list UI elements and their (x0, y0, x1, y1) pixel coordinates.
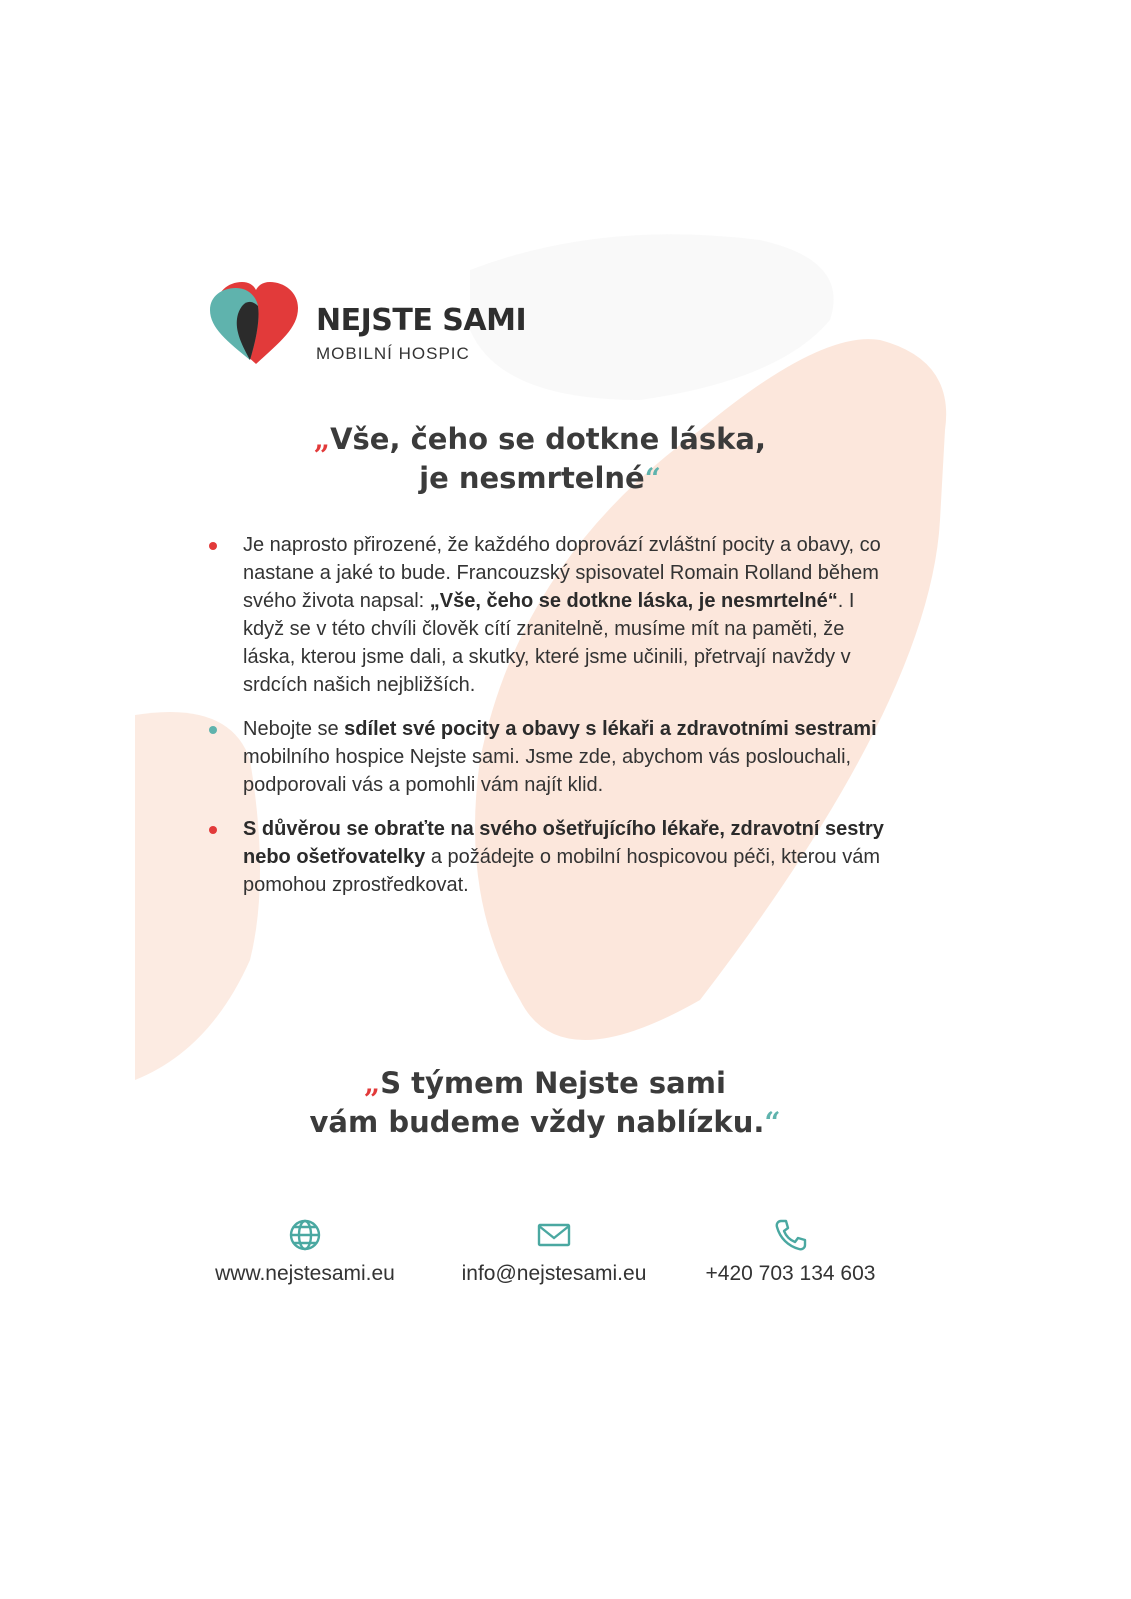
quote-close-mark: “ (644, 462, 661, 495)
bullet-dot-icon (209, 542, 217, 550)
contact-bar (0, 1218, 1131, 1298)
contact-email[interactable] (443, 1218, 665, 1286)
bullet-text: Nebojte se (243, 718, 345, 740)
quote-close-mark: “ (764, 1106, 781, 1139)
closing-quote-line2: vám budeme vždy nablízku. (309, 1105, 765, 1139)
bullet-text-bold: S důvěrou se obraťte na svého ošetřujícího lékaře, zdravotní sestry nebo ošetřovatelky (243, 818, 884, 868)
logo (210, 280, 526, 366)
heart-logo-icon (210, 280, 302, 366)
headline-quote-line2: je nesmrtelné (419, 461, 645, 495)
website-link[interactable]: www.nejstesami.eu (215, 1262, 395, 1285)
bullet-text: mobilního hospice Nejste sami. Jsme zde, abychom vás poslouchali, podporovali vás a pomohli vám najít klid. (243, 746, 852, 796)
bullet-dot-icon (209, 726, 217, 734)
email-link[interactable]: info@nejstesami.eu (461, 1262, 647, 1285)
closing-quote (290, 1064, 800, 1142)
headline-quote-line1: Vše, čeho se dotkne láska, (330, 422, 767, 456)
brand-subtitle: MOBILNÍ HOSPIC (316, 344, 470, 363)
headline-quote (300, 420, 780, 498)
bullet-text: Je naprosto přirozené, že každého doprovází zvláštní pocity a obavy, co nastane a jaké to bude. Francouzský spisovatel Romain Rolland během svého života napsal: (243, 534, 881, 612)
phone-number[interactable]: +420 703 134 603 (705, 1262, 876, 1285)
bullet-item (205, 815, 885, 899)
closing-quote-line1: S týmem Nejste sami (380, 1066, 726, 1100)
quote-open-mark: „ (364, 1067, 381, 1100)
bullet-item (205, 715, 885, 799)
contact-web[interactable] (195, 1218, 415, 1286)
contact-phone[interactable] (693, 1218, 888, 1286)
envelope-icon (537, 1218, 571, 1252)
bullet-text-bold: sdílet své pocity a obavy s lékaři a zdravotními sestrami (344, 718, 877, 740)
bullet-text-bold: „Vše, čeho se dotkne láska, je nesmrtelné“ (429, 590, 838, 612)
quote-open-mark: „ (313, 423, 331, 456)
bullet-dot-icon (209, 826, 217, 834)
bullet-text: . I když se v této chvíli člověk cítí zranitelně, musíme mít na paměti, že láska, kterou jsme dali, a skutky, které jsme učinili, přetrvají navždy v srdcích našich nejbližších. (243, 590, 855, 696)
bullet-list (205, 531, 885, 915)
phone-icon (774, 1218, 808, 1252)
brand-name: NEJSTE SAMI (316, 303, 527, 338)
bullet-text: a požádejte o mobilní hospicovou péči, kterou vám pomohou zprostředkovat. (243, 846, 881, 896)
bullet-item (205, 531, 885, 699)
globe-icon (288, 1218, 322, 1252)
